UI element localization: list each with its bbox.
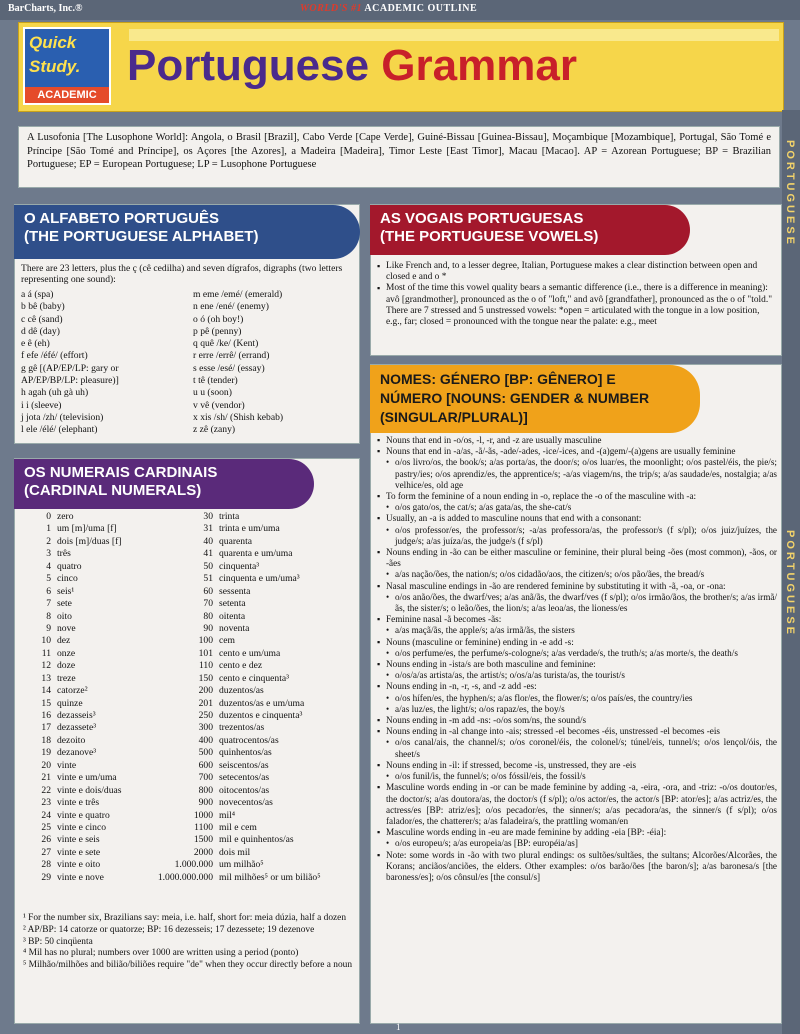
- numeral-digit: 2000: [193, 846, 213, 858]
- numeral-word: quinze: [57, 697, 83, 709]
- numeral-digit: 20: [41, 759, 51, 771]
- numeral-row: [27, 611, 121, 623]
- numeral-digit: 1000: [193, 809, 213, 821]
- numeral-digit: 40: [203, 535, 213, 547]
- numeral-row: [147, 685, 321, 697]
- numeral-digit: 90: [203, 622, 213, 634]
- letter-row: b bê (baby): [21, 301, 65, 313]
- numeral-digit: 200: [198, 685, 213, 697]
- series-prefix: WORLD'S #1: [300, 3, 362, 14]
- numeral-word: trinta e um/uma: [219, 523, 280, 535]
- intro-text: A Lusofonia [The Lusophone World]: Angola, o Brasil [Brazil], Cabo Verde [Cape Verde], Guiné-Bissau [Guinea-Bissau], Moçambique [Mozambique], Portugal, São Tomé e Príncipe [São Tomé and Príncipe], os Açores [the Azores], a Madeira [Madeira], Timor Leste [East Timor], Macau [Macao]. AP = Azorean Portuguese; BP = Brazilian Portuguese; EP = European Portuguese; LP = Lusophone Portuguese: [27, 132, 771, 171]
- numerals-header: [14, 459, 314, 509]
- publisher-label: BarCharts, Inc.®: [8, 3, 83, 14]
- numeral-word: duzentos e cinquenta³: [219, 710, 303, 721]
- numeral-digit: 250: [198, 710, 213, 721]
- numerals-note: ² AP/BP: 14 catorze or quatorze; BP: 16 dezesseis; 17 dezessete; 19 dezenove: [23, 924, 315, 935]
- top-bar: [0, 0, 800, 20]
- numeral-digit: 17: [41, 722, 51, 734]
- numeral-digit: 500: [198, 747, 213, 759]
- gender-rule: ▪ Nouns ending in -al change into -ais; stressed -el becomes -éis, unstressed -el becomes -eis: [377, 726, 777, 737]
- letter-row: t tê (tender): [193, 375, 238, 387]
- numeral-word: seiscentos/as: [219, 759, 269, 771]
- numeral-row: [147, 760, 321, 772]
- numeral-word: dezoito: [57, 734, 86, 746]
- numeral-digit: 11: [41, 647, 51, 659]
- numeral-row: [147, 710, 321, 722]
- numeral-word: vinte e seis: [57, 834, 100, 846]
- alphabet-header: [14, 205, 360, 259]
- numeral-word: setenta: [219, 598, 246, 610]
- numeral-digit: 9: [46, 622, 51, 634]
- letter-row: a á (spa): [21, 289, 54, 300]
- logo-line1: Quick: [29, 33, 77, 52]
- side-tab: [782, 110, 800, 1034]
- numeral-digit: 1.000.000: [174, 859, 213, 871]
- numeral-word: cento e dez: [219, 660, 263, 672]
- numeral-word: dezanove³: [57, 747, 97, 759]
- vowels-header-line2: (THE PORTUGUESE VOWELS): [380, 228, 599, 245]
- numeral-word: quatrocentos/as: [219, 734, 279, 746]
- numeral-word: um milhão⁵: [219, 859, 264, 871]
- gender-header-line1: NOMES: GÉNERO [BP: GÊNERO] E: [380, 371, 616, 387]
- letter-row: AP/EP/BP/LP: pleasure)]: [21, 375, 119, 387]
- numeral-word: vinte: [57, 759, 77, 771]
- numeral-word: vinte e quatro: [57, 809, 110, 821]
- numeral-word: doze: [57, 660, 76, 672]
- numeral-digit: 300: [198, 722, 213, 734]
- numeral-digit: 1: [46, 523, 51, 535]
- alphabet-col2: [193, 289, 363, 437]
- numeral-word: duzentos/as e um/uma: [219, 697, 305, 709]
- banner-stripe: [129, 29, 779, 41]
- numeral-digit: 26: [41, 834, 51, 846]
- numeral-row: [27, 511, 121, 523]
- numeral-word: trezentos/as: [219, 722, 265, 734]
- numeral-word: seis¹: [57, 585, 75, 597]
- gender-rule: ▪ Nouns ending in -il: if stressed, become -is, unstressed, they are -eis: [377, 760, 777, 771]
- numeral-row: [147, 797, 321, 809]
- numeral-word: oitenta: [219, 610, 246, 622]
- numeral-word: setecentos/as: [219, 772, 270, 784]
- numeral-row: [147, 847, 321, 859]
- gender-example: • o/os canal/ais, the channel/s; o/os coronel/éis, the colonel/s; túnel/eis, tunnel/s; o/os lençol/óis, the sheet/s: [377, 737, 777, 759]
- numeral-word: sessenta: [219, 585, 251, 597]
- numerals-note: ⁴ Mil has no plural; numbers over 1000 are written using a period (ponto): [23, 948, 299, 959]
- numeral-row: [27, 834, 121, 846]
- numeral-digit: 110: [198, 660, 213, 672]
- numeral-word: catorze²: [57, 685, 88, 697]
- numeral-word: três: [57, 548, 71, 560]
- numeral-row: [147, 872, 321, 884]
- numeral-row: [27, 673, 121, 685]
- numeral-word: quinhentos/as: [219, 747, 272, 759]
- gender-example: • o/os professor/es, the professor/s; -a/as professora/as, the professor/s (f s/pl); o/os juiz/juízes, the judge/s; a/as juíza/as, the judge/s (f s/pl): [377, 525, 777, 547]
- numeral-row: [147, 834, 321, 846]
- numeral-word: trinta: [219, 511, 240, 522]
- series-label: [300, 3, 477, 14]
- numeral-word: cento e cinquenta³: [219, 672, 289, 684]
- numeral-row: [27, 859, 121, 871]
- numeral-word: dois mil: [219, 846, 251, 858]
- logo-line3: ACADEMIC: [25, 87, 109, 103]
- gender-rule: ▪ Nouns that end in -a/as, -ã/-ãs, -ade/-ades, -ice/-ices, and -(a)gem/-(a)gens are usually feminine: [377, 446, 777, 457]
- quickstudy-logo: [23, 27, 111, 105]
- series-suffix: ACADEMIC OUTLINE: [364, 3, 478, 14]
- numeral-word: oito: [57, 610, 72, 622]
- numeral-word: mil⁴: [219, 809, 236, 821]
- title-banner: [18, 22, 784, 112]
- numeral-row: [147, 635, 321, 647]
- numeral-digit: 29: [41, 871, 51, 883]
- numeral-digit: 7: [46, 598, 51, 610]
- numeral-digit: 101: [198, 647, 213, 659]
- numeral-digit: 14: [41, 685, 51, 697]
- numeral-row: [27, 635, 121, 647]
- numeral-digit: 70: [203, 598, 213, 610]
- gender-example: • a/as maçã/ãs, the apple/s; a/as irmã/ãs, the sisters: [377, 625, 777, 636]
- numeral-digit: 16: [41, 710, 51, 721]
- numerals-header-line1: OS NUMERAIS CARDINAIS: [24, 464, 218, 481]
- numeral-digit: 600: [198, 759, 213, 771]
- numeral-digit: 21: [41, 772, 51, 784]
- numeral-digit: 23: [41, 797, 51, 809]
- numeral-word: noventa: [219, 622, 250, 634]
- gender-rule: ▪ Nouns ending in -m add -ns: -o/os som/ns, the sound/s: [377, 715, 777, 726]
- numeral-word: dezasseis³: [57, 710, 96, 721]
- numeral-row: [147, 548, 321, 560]
- numeral-digit: 2: [46, 535, 51, 547]
- numeral-digit: 13: [41, 672, 51, 684]
- gender-example: • o/os perfume/es, the perfume/s-cologne/s; a/as verdade/s, the truth/s; a/as morte/s, the death/s: [377, 648, 777, 659]
- numeral-row: [27, 648, 121, 660]
- numeral-digit: 100: [198, 635, 213, 647]
- gender-panel: [370, 364, 782, 1024]
- numeral-row: [147, 810, 321, 822]
- numeral-digit: 24: [41, 809, 51, 821]
- numeral-row: [27, 722, 121, 734]
- numeral-digit: 5: [46, 573, 51, 585]
- vowels-header-line1: AS VOGAIS PORTUGUESAS: [380, 210, 584, 227]
- numeral-row: [147, 511, 321, 523]
- numeral-word: vinte e três: [57, 797, 100, 809]
- letter-row: h agah (uh gà uh): [21, 387, 89, 399]
- numerals-col-left: [27, 511, 121, 884]
- numeral-digit: 25: [41, 821, 51, 833]
- letter-row: z zê (zany): [193, 424, 236, 436]
- gender-rule: ▪ Masculine words ending in -eu are made feminine by adding -eia [BP: -éia]:: [377, 827, 777, 838]
- numeral-word: treze: [57, 672, 76, 684]
- numeral-row: [147, 561, 321, 573]
- numeral-row: [27, 735, 121, 747]
- numeral-digit: 80: [203, 610, 213, 622]
- numeral-digit: 900: [198, 797, 213, 809]
- letter-row: p pê (penny): [193, 325, 242, 337]
- letter-row: r erre /errê/ (errand): [193, 350, 270, 362]
- numeral-row: [147, 735, 321, 747]
- letter-row: j jota /zh/ (television): [21, 411, 104, 423]
- numeral-digit: 1100: [194, 821, 213, 833]
- numeral-word: vinte e cinco: [57, 821, 107, 833]
- numeral-word: dez: [57, 635, 71, 647]
- numerals-panel: [14, 458, 360, 1024]
- letter-row: s esse /esé/ (essay): [193, 362, 265, 374]
- numeral-row: [27, 785, 121, 797]
- numeral-digit: 1500: [193, 834, 213, 846]
- intro-panel: [18, 126, 780, 188]
- numeral-digit: 6: [46, 585, 51, 597]
- numeral-row: [147, 747, 321, 759]
- numeral-word: mil milhões⁵ or um bilião⁵: [219, 871, 321, 883]
- letter-row: q quê /ke/ (Kent): [193, 338, 259, 350]
- numeral-digit: 0: [46, 511, 51, 522]
- numeral-word: vinte e nove: [57, 871, 104, 883]
- letter-row: v vê (vendor): [193, 399, 245, 411]
- gender-example: • a/as nação/ões, the nation/s; o/os cidadão/aos, the citizen/s; o/os pão/ães, the bread/s: [377, 569, 777, 580]
- numeral-row: [27, 685, 121, 697]
- gender-example: • o/os livro/os, the book/s; a/as porta/as, the door/s; o/os luar/es, the moonlight; o/os pastel/éis, the pie/s; pastry/ies; o/os aprendiz/es, the apprentice/s; -a/as viagem/ns, the trip/s; a/as saudade/es, nostalgia; a/as velhice/es, old age: [377, 457, 777, 491]
- numeral-digit: 10: [41, 635, 51, 647]
- numeral-row: [147, 785, 321, 797]
- numeral-row: [27, 872, 121, 884]
- letter-row: e ê (eh): [21, 338, 50, 350]
- logo-line2: Study.: [29, 57, 81, 76]
- gender-rule: ▪ Nouns that end in -o/os, -l, -r, and -z are usually masculine: [377, 435, 777, 446]
- numeral-row: [147, 573, 321, 585]
- numeral-word: nove: [57, 622, 76, 634]
- letter-row: i i (sleeve): [21, 399, 62, 411]
- alphabet-intro: There are 23 letters, plus the ç (cê cedilha) and seven dígrafos, digraphs (two letters representing one sound):: [21, 263, 343, 285]
- numeral-word: cem: [219, 635, 235, 647]
- numerals-note: ⁵ Milhão/milhões and bilião/biliões require "de" when they occur directly before a noun: [23, 960, 353, 971]
- numeral-row: [147, 722, 321, 734]
- numeral-word: quarenta: [219, 535, 253, 547]
- numeral-row: [27, 536, 121, 548]
- numeral-row: [27, 561, 121, 573]
- numeral-row: [147, 859, 321, 871]
- numeral-row: [27, 623, 121, 635]
- title-word1: Portuguese: [127, 41, 370, 90]
- numeral-row: [147, 698, 321, 710]
- letter-row: n ene /ené/ (enemy): [193, 301, 269, 313]
- gender-example: • o/os gato/os, the cat/s; a/as gata/as, the she-cat/s: [377, 502, 777, 513]
- gender-example: • o/os/a/as artista/as, the artist/s; o/os/a/as turista/as, the tourist/s: [377, 670, 777, 681]
- gender-rule: ▪ Usually, an -a is added to masculine nouns that end with a consonant:: [377, 513, 777, 524]
- alphabet-col1: [21, 289, 191, 437]
- letter-row: l ele /élé/ (elephant): [21, 424, 98, 436]
- numeral-row: [27, 548, 121, 560]
- letter-row: f efe /éfé/ (effort): [21, 350, 88, 362]
- numeral-row: [27, 760, 121, 772]
- numeral-row: [147, 523, 321, 535]
- letter-row: c cê (sand): [21, 313, 63, 325]
- gender-header: [370, 365, 700, 433]
- numeral-word: dois [m]/duas [f]: [57, 535, 122, 547]
- numeral-word: novecentos/as: [219, 797, 273, 809]
- numeral-row: [147, 822, 321, 834]
- numeral-word: vinte e sete: [57, 846, 101, 858]
- numeral-row: [27, 523, 121, 535]
- alphabet-header-line1: O ALFABETO PORTUGUÊS: [24, 210, 220, 227]
- numeral-row: [27, 598, 121, 610]
- gender-example: • o/os funil/is, the funnel/s; o/os fóssil/eis, the fossil/s: [377, 771, 777, 782]
- numeral-word: vinte e oito: [57, 859, 101, 871]
- numerals-notes: [23, 913, 353, 972]
- numeral-word: sete: [57, 598, 72, 610]
- numeral-word: duzentos/as: [219, 685, 264, 697]
- numeral-row: [27, 797, 121, 809]
- numeral-digit: 22: [41, 784, 51, 796]
- numeral-digit: 1.000.000.000: [157, 871, 213, 883]
- numerals-note: ¹ For the number six, Brazilians say: meia, i.e. half, short for: meia dúzia, half a dozen: [23, 913, 347, 923]
- numeral-word: cinquenta e um/uma³: [219, 573, 300, 585]
- numeral-digit: 60: [203, 585, 213, 597]
- letter-row: x xis /sh/ (Shish kebab): [193, 411, 284, 423]
- numeral-word: quatro: [57, 560, 82, 572]
- gender-rule: ▪ Note: some words in -ão with two plural endings: os sultões/sultães, the sultans; Alcorões/Alcorães, the Korans; anciãos/anciões, the elders. Other examples: o/os barão/ões [the baron/s]; a/as baronesa/s [the baroness/es]; o/os cônsul/es [the consul/s]: [377, 850, 777, 884]
- numeral-word: cinco: [57, 573, 78, 585]
- gender-rule: ▪ Nouns ending in -ista/s are both masculine and feminine:: [377, 659, 777, 670]
- gender-header-line3: (SINGULAR/PLURAL)]: [380, 409, 528, 425]
- numeral-word: um [m]/uma [f]: [57, 523, 117, 535]
- gender-rule: ▪ To form the feminine of a noun ending in -o, replace the -o of the masculine with -a:: [377, 491, 777, 502]
- gender-rule: ▪ Nouns ending in -n, -r, -s, and -z add -es:: [377, 681, 777, 692]
- numeral-digit: 4: [46, 560, 51, 572]
- letter-row: m eme /emé/ (emerald): [193, 289, 283, 300]
- numeral-digit: 15: [41, 697, 51, 709]
- numeral-row: [27, 586, 121, 598]
- numeral-row: [27, 772, 121, 784]
- alphabet-header-line2: (THE PORTUGUESE ALPHABET): [24, 228, 259, 245]
- numeral-word: vinte e dois/duas: [57, 784, 122, 796]
- vowels-header: [370, 205, 690, 255]
- gender-example: • o/os hífen/es, the hyphen/s; a/as flor/es, the flower/s; o/os país/es, the country/ies: [377, 693, 777, 704]
- numeral-row: [27, 573, 121, 585]
- numeral-digit: 51: [203, 573, 213, 585]
- page-title: [127, 41, 577, 91]
- letter-row: g gê [(AP/EP/LP: gary or: [21, 362, 119, 374]
- numeral-row: [147, 536, 321, 548]
- numeral-row: [147, 623, 321, 635]
- numeral-row: [27, 698, 121, 710]
- numeral-digit: 201: [198, 697, 213, 709]
- vowels-panel: [370, 204, 782, 356]
- numeral-digit: 28: [41, 859, 51, 871]
- numeral-row: [147, 611, 321, 623]
- numeral-digit: 31: [203, 523, 213, 535]
- vowels-bullet: ▪ Like French and, to a lesser degree, Italian, Portuguese makes a clear distinction between open and closed e and o *: [377, 261, 773, 283]
- numeral-word: dezassete³: [57, 722, 97, 734]
- numeral-digit: 800: [198, 784, 213, 796]
- letter-row: o ó (oh boy!): [193, 313, 244, 325]
- numeral-word: oitocentos/as: [219, 784, 270, 796]
- numeral-digit: 3: [46, 548, 51, 560]
- numeral-digit: 50: [203, 560, 213, 572]
- numeral-row: [147, 648, 321, 660]
- numeral-word: vinte e um/uma: [57, 772, 117, 784]
- gender-rule: ▪ Feminine nasal -ã becomes -ãs:: [377, 614, 777, 625]
- gender-example: • a/as luz/es, the light/s; o/os rapaz/es, the boy/s: [377, 704, 777, 715]
- numeral-row: [147, 586, 321, 598]
- gender-list: [377, 435, 777, 883]
- numeral-digit: 30: [203, 511, 213, 522]
- numeral-row: [27, 710, 121, 722]
- gender-rule: ▪ Nasal masculine endings in -ão are rendered feminine by substituting it with -ã, -oa, or -ona:: [377, 581, 777, 592]
- title-word2: Grammar: [381, 41, 577, 90]
- side-tab-label: PORTUGUESE: [784, 140, 796, 248]
- numeral-row: [27, 810, 121, 822]
- numeral-word: cento e um/uma: [219, 647, 281, 659]
- numerals-note: ³ BP: 50 cinqüenta: [23, 936, 93, 947]
- numeral-word: mil e quinhentos/as: [219, 834, 294, 846]
- numeral-digit: 700: [198, 772, 213, 784]
- side-tab-label: PORTUGUESE: [784, 530, 796, 638]
- vowels-bullet: ▪ Most of the time this vowel quality bears a semantic difference (i.e., there is a difference in meaning): avô [grandmother], pronounced as the o of "loft," and avô [grandfather], pronounced as the o of "told." There are 7 stressed and 5 unstressed vowels: *open = articulated with the tongue in a low position, e.g., far; closed = pronounced with the tongue near the palate: e.g., meet: [377, 283, 773, 328]
- numeral-digit: 12: [41, 660, 51, 672]
- gender-header-line2: NÚMERO [NOUNS: GENDER & NUMBER: [380, 390, 650, 406]
- numeral-row: [147, 772, 321, 784]
- gender-example: • o/os anão/ões, the dwarf/ves; a/as anã/ãs, the dwarf/ves (f s/pl); o/os irmão/ãos, the brother/s; a/as irmã/ãs, the sister/s; o leão/ões, the lion/s; a/as leoa/as, the lioness/es: [377, 592, 777, 614]
- numerals-header-line2: (CARDINAL NUMERALS): [24, 482, 202, 499]
- numeral-row: [147, 660, 321, 672]
- alphabet-panel: [14, 204, 360, 444]
- numeral-row: [27, 660, 121, 672]
- gender-rule: ▪ Masculine words ending in -or can be made feminine by adding -a, -eira, -ora, and -triz: -o/os doutor/es, the doctor/s; a/as doutora/as, the doctor/s (f s/pl); o/os actor/es, the actor/s [BP: ator/es]; a/as actriz/es, the actress/es [BP: atriz/es]; o/os pecador/es, the sinner/s; a/as pecadora/as, the sinner/s (f s/pl); o/os falador/es, the chatterer/s; a/as faladeira/s, the prattling woman/en: [377, 782, 777, 827]
- numeral-digit: 8: [46, 610, 51, 622]
- numeral-row: [27, 847, 121, 859]
- numeral-digit: 19: [41, 747, 51, 759]
- numeral-word: mil e cem: [219, 821, 257, 833]
- numeral-digit: 41: [203, 548, 213, 560]
- numeral-digit: 150: [198, 672, 213, 684]
- numeral-word: zero: [57, 511, 74, 522]
- gender-rule: ▪ Nouns ending in -ão can be either masculine or feminine, their plural being -ões (most common), -ãos, or -ães: [377, 547, 777, 569]
- numeral-word: quarenta e um/uma: [219, 548, 293, 560]
- numeral-row: [27, 747, 121, 759]
- gender-example: • o/os europeu/s; a/as europeia/as [BP: européia/as]: [377, 838, 777, 849]
- numeral-word: cinquenta³: [219, 560, 260, 572]
- numeral-row: [147, 673, 321, 685]
- numeral-digit: 18: [41, 734, 51, 746]
- numeral-digit: 400: [198, 734, 213, 746]
- numerals-col-right: [147, 511, 321, 884]
- vowels-list: [377, 261, 773, 328]
- letter-row: d dê (day): [21, 325, 60, 337]
- gender-rule: ▪ Nouns (masculine or feminine) ending in -e add -s:: [377, 637, 777, 648]
- numeral-row: [147, 598, 321, 610]
- numeral-word: onze: [57, 647, 76, 659]
- page-number: 1: [396, 1022, 401, 1032]
- letter-row: u u (soon): [193, 387, 232, 399]
- numeral-digit: 27: [41, 846, 51, 858]
- numeral-row: [27, 822, 121, 834]
